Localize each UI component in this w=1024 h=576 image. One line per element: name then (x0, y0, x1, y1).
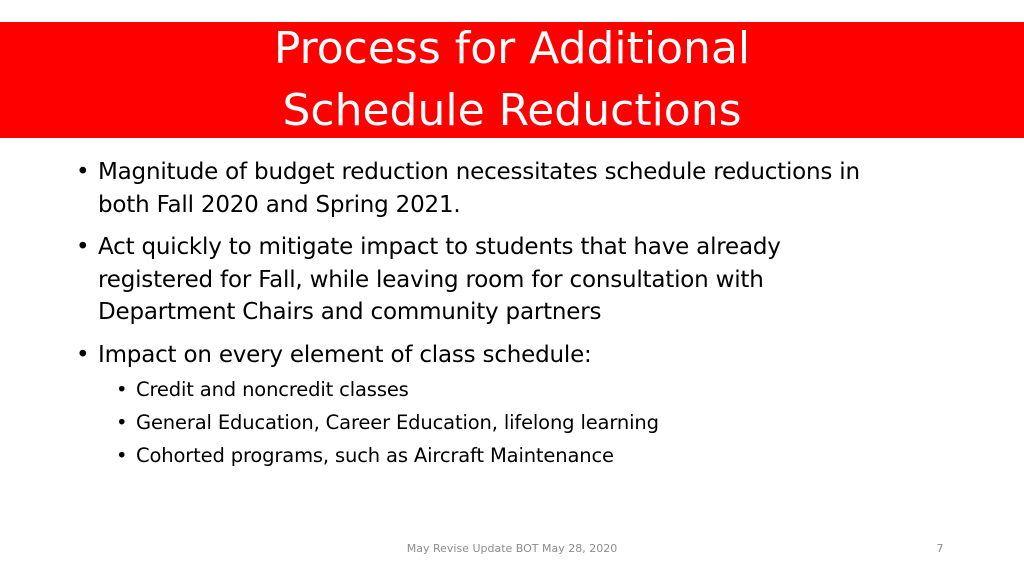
sub-bullet-item (116, 444, 614, 468)
bullet-text: Magnitude of budget reduction necessitates schedule reductions in (98, 159, 860, 185)
bullet-text: Department Chairs and community partners (98, 299, 602, 325)
bullet-item (76, 339, 592, 372)
bullet-marker: • (76, 342, 90, 368)
bullet-text: Impact on every element of class schedule: (98, 342, 592, 368)
sub-bullet-text: General Education, Career Education, lifelong learning (136, 411, 659, 434)
bullet-item (76, 231, 781, 264)
page-number: 7 (936, 542, 944, 555)
footer-text: May Revise Update BOT May 28, 2020 (406, 542, 618, 555)
bullet-marker: • (116, 411, 128, 434)
bullet-marker: • (116, 444, 128, 467)
bullet-item (76, 156, 860, 189)
bullet-item-continuation (98, 296, 601, 329)
bullet-marker: • (116, 378, 128, 401)
bullet-marker: • (76, 234, 90, 260)
bullet-text: registered for Fall, while leaving room for consultation with (98, 267, 764, 293)
slide-title-line-1: Process for Additional (273, 23, 751, 74)
bullet-marker: • (76, 159, 90, 185)
sub-bullet-text: Cohorted programs, such as Aircraft Maintenance (136, 444, 614, 467)
bullet-text: Act quickly to mitigate impact to students that have already (98, 234, 781, 260)
sub-bullet-item (116, 411, 659, 435)
sub-bullet-item (116, 378, 409, 402)
bullet-item-continuation (98, 189, 461, 222)
bullet-text: both Fall 2020 and Spring 2021. (98, 192, 461, 218)
sub-bullet-text: Credit and noncredit classes (136, 378, 409, 401)
bullet-item-continuation (98, 264, 764, 297)
slide-title-line-2: Schedule Reductions (282, 85, 742, 136)
